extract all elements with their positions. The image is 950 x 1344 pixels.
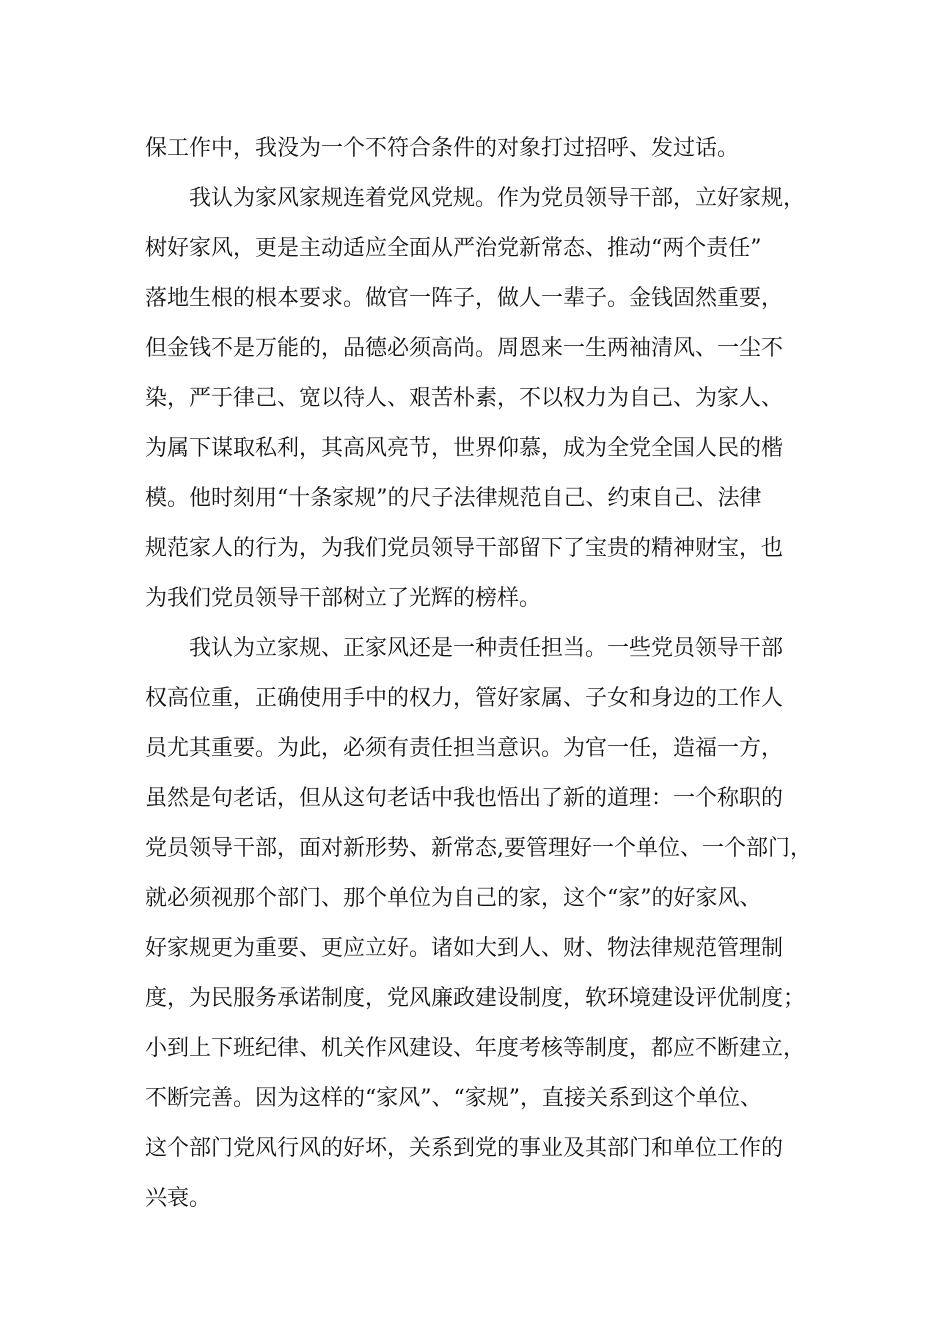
text-line: 就必须视那个部门、那个单位为自己的家，这个“家”的好家风、 <box>145 886 762 911</box>
text-line: 兴衰。 <box>145 1186 212 1211</box>
text-line: 染，严于律己、宽以待人、艰苦朴素，不以权力为自己、为家人、 <box>145 386 784 411</box>
text-line: 好家规更为重要、更应立好。诸如大到人、财、物法律规范管理制 <box>145 936 784 961</box>
text-line: 模。他时刻用“十条家规”的尺子法律规范自己、约束自己、法律 <box>145 486 762 511</box>
body-text <box>145 124 825 1224</box>
text-line: 树好家风，更是主动适应全面从严治党新常态、推动“两个责任” <box>145 236 762 261</box>
paragraph <box>145 174 825 624</box>
text-line: 党员领导干部，面对新形势、新常态,要管理好一个单位、一个部门， <box>145 836 812 861</box>
text-line: 我认为立家规、正家风还是一种责任担当。一些党员领导干部 <box>189 636 784 661</box>
text-line: 虽然是句老话，但从这句老话中我也悟出了新的道理：一个称职的 <box>145 786 784 811</box>
text-line: 这个部门党风行风的好坏，关系到党的事业及其部门和单位工作的 <box>145 1136 784 1161</box>
text-line: 规范家人的行为，为我们党员领导干部留下了宝贵的精神财宝，也 <box>145 536 784 561</box>
paragraph <box>145 124 825 174</box>
text-line: 为我们党员领导干部树立了光辉的榜样。 <box>145 586 542 611</box>
text-line: 为属下谋取私利，其高风亮节，世界仰慕，成为全党全国人民的楷 <box>145 436 784 461</box>
text-line: 权高位重，正确使用手中的权力，管好家属、子女和身边的工作人 <box>145 686 784 711</box>
text-line: 但金钱不是万能的，品德必须高尚。周恩来一生两袖清风、一尘不 <box>145 336 784 361</box>
text-line: 小到上下班纪律、机关作风建设、年度考核等制度，都应不断建立， <box>145 1036 806 1061</box>
text-line: 度，为民服务承诺制度，党风廉政建设制度，软环境建设评优制度； <box>145 986 806 1011</box>
paragraph-container <box>145 124 825 1224</box>
text-line: 我认为家风家规连着党风党规。作为党员领导干部，立好家规， <box>189 186 806 211</box>
text-line: 保工作中，我没为一个不符合条件的对象打过招呼、发过话。 <box>145 136 740 161</box>
text-line: 员尤其重要。为此，必须有责任担当意识。为官一任，造福一方， <box>145 736 784 761</box>
text-line: 落地生根的根本要求。做官一阵子，做人一辈子。金钱固然重要， <box>145 286 784 311</box>
paragraph <box>145 624 825 1224</box>
text-line: 不断完善。因为这样的“家风”、“家规”，直接关系到这个单位、 <box>145 1086 762 1111</box>
